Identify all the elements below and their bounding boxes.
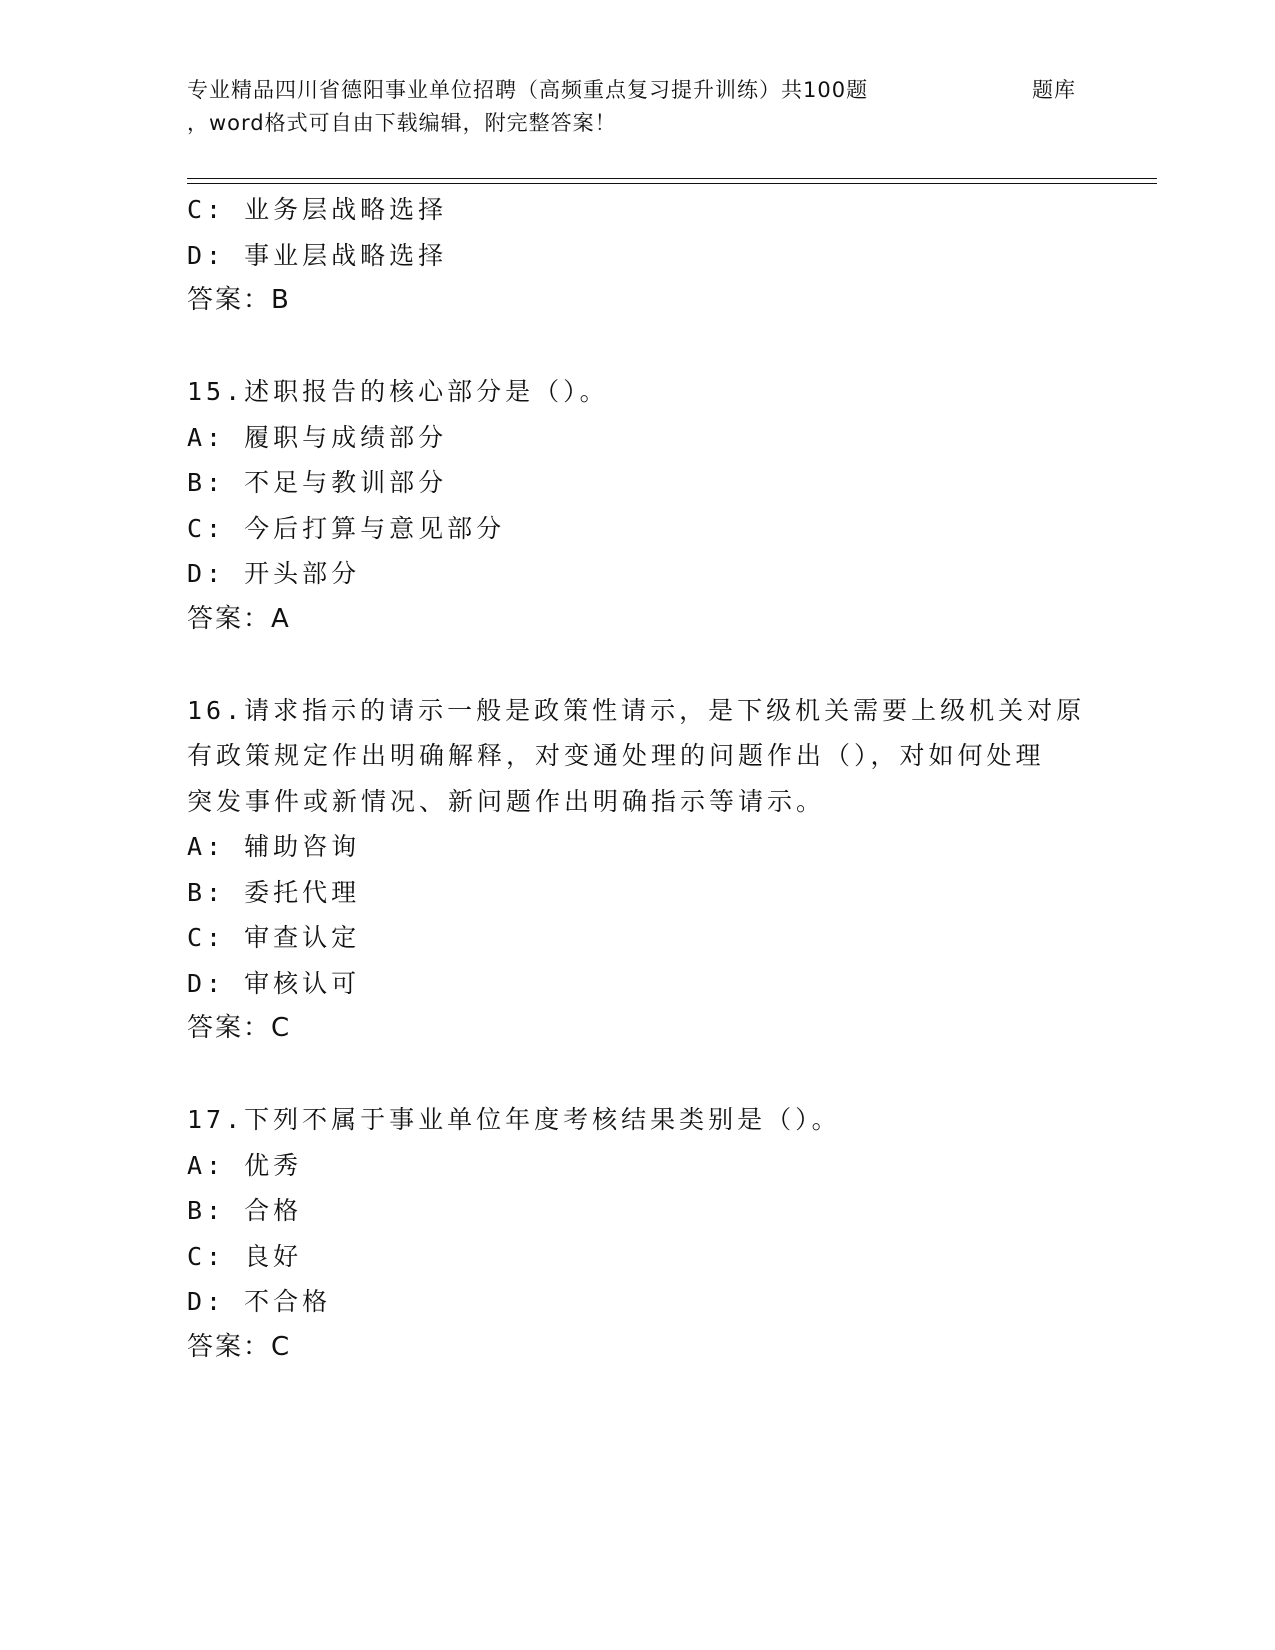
question-17 <box>187 1097 1087 1370</box>
q16-stem-line-3: 突发事件或新情况、新问题作出明确指示等请示。 <box>187 786 826 816</box>
spacer <box>187 1052 1087 1098</box>
q16-option-d: D: 审核认可 <box>187 968 361 998</box>
question-14-tail <box>187 187 1087 324</box>
question-content <box>187 187 1087 1370</box>
spacer <box>187 642 1087 688</box>
spacer <box>187 324 1087 370</box>
q14-answer: 答案：B <box>187 285 291 315</box>
header-title: 专业精品四川省德阳事业单位招聘（高频重点复习提升训练）共100题 <box>187 78 869 102</box>
q17-option-b: B: 合格 <box>187 1196 303 1225</box>
q15-stem: 15.述职报告的核心部分是（）。 <box>187 377 609 406</box>
q14-option-c: C: 业务层战略选择 <box>187 195 448 224</box>
q17-answer: 答案：C <box>187 1331 292 1362</box>
header-rule-bottom <box>187 183 1157 184</box>
header-subtitle: ，word格式可自由下载编辑，附完整答案！ <box>187 111 617 135</box>
q15-option-d: D: 开头部分 <box>187 559 361 588</box>
q16-option-c: C: 审查认定 <box>187 923 361 952</box>
q14-option-d: D: 事业层战略选择 <box>187 240 448 270</box>
q16-answer: 答案：C <box>187 1013 292 1043</box>
header-rule-top <box>187 178 1157 179</box>
header-title-row <box>187 74 1157 107</box>
header-label-tiku: 题库 <box>1032 78 1076 102</box>
q15-option-c: C: 今后打算与意见部分 <box>187 513 506 543</box>
q17-option-d: D: 不合格 <box>187 1287 332 1316</box>
q17-option-a: A: 优秀 <box>187 1150 303 1180</box>
question-15 <box>187 369 1087 642</box>
q16-stem-line-2: 有政策规定作出明确解释，对变通处理的问题作出（），对如何处理 <box>187 741 1045 770</box>
q17-stem: 17.下列不属于事业单位年度考核结果类别是（）。 <box>187 1105 841 1134</box>
page-header <box>187 74 1157 140</box>
question-16 <box>187 688 1087 1052</box>
q15-option-b: B: 不足与教训部分 <box>187 468 448 497</box>
q16-option-b: B: 委托代理 <box>187 877 361 907</box>
q16-stem-line-1: 16.请求指示的请示一般是政策性请示，是下级机关需要上级机关对原 <box>187 695 1086 725</box>
q17-option-c: C: 良好 <box>187 1241 303 1271</box>
q16-option-a: A: 辅助咨询 <box>187 832 361 861</box>
q15-option-a: A: 履职与成绩部分 <box>187 422 448 452</box>
q15-answer: 答案：A <box>187 603 291 634</box>
